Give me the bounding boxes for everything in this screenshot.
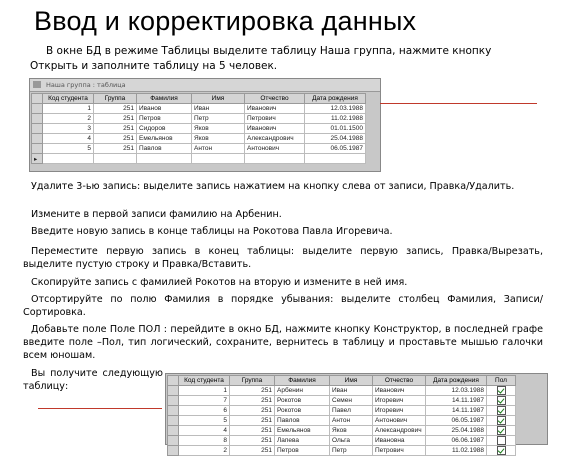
table-cell[interactable]: 251 bbox=[94, 124, 137, 134]
table-cell[interactable]: 6 bbox=[179, 406, 230, 416]
checkbox[interactable] bbox=[497, 416, 506, 425]
step-6 bbox=[23, 293, 543, 319]
table-row[interactable] bbox=[32, 134, 366, 144]
datasheet-grid bbox=[31, 93, 366, 164]
record-selector[interactable] bbox=[32, 134, 43, 144]
table-cell[interactable]: 251 bbox=[230, 426, 275, 436]
gender-checkbox-cell[interactable] bbox=[487, 396, 516, 406]
new-record-marker-icon[interactable]: ▸ bbox=[32, 154, 43, 164]
gender-checkbox-cell[interactable] bbox=[487, 446, 516, 456]
table-row[interactable] bbox=[32, 114, 366, 124]
step-text: Отсортируйте по полю Фамилия в порядке убывания: выделите столбец Фамилия, Записи/Сортировка. bbox=[23, 294, 543, 318]
table-cell[interactable]: Лапева bbox=[275, 436, 330, 446]
step-text: Вы получите следующую таблицу: bbox=[23, 368, 163, 392]
checkbox[interactable] bbox=[497, 426, 506, 435]
record-selector[interactable] bbox=[168, 426, 179, 436]
window-titlebar bbox=[30, 79, 380, 92]
table-row[interactable] bbox=[168, 436, 516, 446]
empty-cell[interactable] bbox=[137, 154, 192, 164]
table-cell[interactable]: Иванович bbox=[245, 124, 305, 134]
table-cell[interactable]: 4 bbox=[179, 426, 230, 436]
checkbox[interactable] bbox=[497, 386, 506, 395]
window-title: Наша группа : таблица bbox=[46, 81, 126, 89]
step-text: Добавьте поле Поле ПОЛ : перейдите в окно БД, нажмите кнопку Конструктор, в последней графе введите поле –Пол, тип логический, сохраните, вернитесь в таблицу и проставьте мышью галочки всем юношам. bbox=[23, 324, 543, 361]
record-selector[interactable] bbox=[32, 114, 43, 124]
table-cell[interactable]: Александрович bbox=[245, 134, 305, 144]
table-cell[interactable]: 14.11.1987 bbox=[426, 396, 487, 406]
table-cell[interactable]: 3 bbox=[43, 124, 94, 134]
table-cell[interactable]: Павлов bbox=[137, 144, 192, 154]
table-cell[interactable]: 06.06.1987 bbox=[426, 436, 487, 446]
column-header[interactable]: Дата рождения bbox=[305, 94, 366, 104]
table-cell[interactable]: 251 bbox=[94, 114, 137, 124]
table-cell[interactable]: 251 bbox=[230, 416, 275, 426]
table-cell[interactable]: 12.03.1988 bbox=[426, 386, 487, 396]
step-text: Измените в первой записи фамилию на Арбенин. bbox=[31, 209, 282, 220]
intro-text bbox=[30, 44, 550, 74]
step-1 bbox=[23, 180, 543, 193]
row-selector-header[interactable] bbox=[168, 376, 179, 386]
step-5 bbox=[23, 276, 543, 289]
table-cell[interactable]: 1 bbox=[43, 104, 94, 114]
table-row[interactable] bbox=[168, 406, 516, 416]
table-cell[interactable]: Петрович bbox=[245, 114, 305, 124]
checkbox[interactable] bbox=[497, 446, 506, 455]
table-cell[interactable]: 12.03.1988 bbox=[305, 104, 366, 114]
table-cell[interactable]: Яков bbox=[192, 134, 245, 144]
table-cell[interactable]: 25.04.1988 bbox=[426, 426, 487, 436]
table-cell[interactable]: 14.11.1987 bbox=[426, 406, 487, 416]
result-table-window bbox=[165, 373, 548, 454]
intro-line-2: Открыть и заполните таблицу на 5 человек. bbox=[30, 60, 278, 72]
record-selector[interactable] bbox=[168, 406, 179, 416]
column-header[interactable]: Пол bbox=[487, 376, 516, 386]
table-cell[interactable]: Павлов bbox=[275, 416, 330, 426]
gender-checkbox-cell[interactable] bbox=[487, 416, 516, 426]
table-cell[interactable]: 8 bbox=[179, 436, 230, 446]
table-cell[interactable]: 251 bbox=[94, 104, 137, 114]
table-row[interactable] bbox=[168, 416, 516, 426]
table-cell[interactable]: Семен bbox=[330, 396, 373, 406]
table-cell[interactable]: Антонович bbox=[245, 144, 305, 154]
column-header[interactable]: Код студента bbox=[43, 94, 94, 104]
table-row[interactable] bbox=[32, 124, 366, 134]
table-cell[interactable]: Антон bbox=[330, 416, 373, 426]
checkbox[interactable] bbox=[497, 406, 506, 415]
table-cell[interactable]: Петр bbox=[192, 114, 245, 124]
column-header[interactable]: Имя bbox=[330, 376, 373, 386]
table-cell[interactable]: 251 bbox=[94, 144, 137, 154]
step-text: Введите новую запись в конце таблицы на Рокотова Павла Игоревича. bbox=[31, 226, 393, 237]
empty-cell[interactable] bbox=[192, 154, 245, 164]
table-cell[interactable]: Петров bbox=[137, 114, 192, 124]
column-header[interactable]: Отчество bbox=[373, 376, 426, 386]
table-cell[interactable]: Иван bbox=[330, 386, 373, 396]
table-cell[interactable]: 251 bbox=[230, 406, 275, 416]
gender-checkbox-cell[interactable] bbox=[487, 426, 516, 436]
table-row[interactable] bbox=[168, 446, 516, 456]
record-selector[interactable] bbox=[32, 124, 43, 134]
checkbox[interactable] bbox=[497, 396, 506, 405]
table-cell[interactable]: 01.01.1500 bbox=[305, 124, 366, 134]
table-cell[interactable]: Рокотов bbox=[275, 406, 330, 416]
column-header[interactable]: Имя bbox=[192, 94, 245, 104]
table-icon bbox=[33, 81, 41, 88]
empty-cell[interactable] bbox=[245, 154, 305, 164]
step-text: Переместите первую запись в конец таблицы: выделите первую запись, Правка/Вырезать, выделите пустую строку и Правка/Вставить. bbox=[23, 246, 543, 270]
table-row[interactable] bbox=[168, 386, 516, 396]
table-cell[interactable]: Арбенин bbox=[275, 386, 330, 396]
checkbox[interactable] bbox=[497, 436, 506, 445]
empty-cell[interactable] bbox=[305, 154, 366, 164]
table-cell[interactable]: Петр bbox=[330, 446, 373, 456]
empty-cell[interactable] bbox=[94, 154, 137, 164]
table-cell[interactable]: 2 bbox=[43, 114, 94, 124]
step-text: Удалите 3-ью запись: выделите запись нажатием на кнопку слева от записи, Правка/Удалить. bbox=[31, 181, 515, 192]
row-selector-header[interactable] bbox=[32, 94, 43, 104]
page-title: Ввод и корректировка данных bbox=[34, 6, 417, 36]
table-cell[interactable]: Петров bbox=[275, 446, 330, 456]
record-selector[interactable] bbox=[168, 436, 179, 446]
record-selector[interactable] bbox=[32, 104, 43, 114]
table-cell[interactable]: Емельянов bbox=[275, 426, 330, 436]
table-cell[interactable]: Ольга bbox=[330, 436, 373, 446]
table-cell[interactable]: Рокотов bbox=[275, 396, 330, 406]
step-4 bbox=[23, 245, 543, 271]
table-row[interactable] bbox=[168, 396, 516, 406]
record-selector[interactable] bbox=[168, 446, 179, 456]
record-selector[interactable] bbox=[168, 396, 179, 406]
step-text: Скопируйте запись с фамилией Рокотов на вторую и измените в ней имя. bbox=[31, 277, 408, 288]
table-cell[interactable]: Яков bbox=[192, 124, 245, 134]
table-cell[interactable]: 7 bbox=[179, 396, 230, 406]
table-cell[interactable]: 5 bbox=[179, 416, 230, 426]
annotation-line bbox=[380, 103, 537, 104]
table-cell[interactable]: 11.02.1988 bbox=[426, 446, 487, 456]
table-cell[interactable]: 2 bbox=[179, 446, 230, 456]
column-header[interactable]: Группа bbox=[94, 94, 137, 104]
column-header[interactable]: Дата рождения bbox=[426, 376, 487, 386]
intro-line-1: В окне БД в режиме Таблицы выделите таблицу Наша группа, нажмите кнопку bbox=[46, 45, 492, 57]
table-cell[interactable]: Ивановна bbox=[373, 436, 426, 446]
table-cell[interactable]: 251 bbox=[230, 386, 275, 396]
table-cell[interactable]: Яков bbox=[330, 426, 373, 436]
table-cell[interactable]: Иван bbox=[192, 104, 245, 114]
table-cell[interactable]: Павел bbox=[330, 406, 373, 416]
table-cell[interactable]: 251 bbox=[230, 436, 275, 446]
record-selector[interactable] bbox=[32, 144, 43, 154]
table-cell[interactable]: Антон bbox=[192, 144, 245, 154]
table-cell[interactable]: 06.05.1987 bbox=[305, 144, 366, 154]
table-cell[interactable]: Сидоров bbox=[137, 124, 192, 134]
table-cell[interactable]: Петрович bbox=[373, 446, 426, 456]
table-cell[interactable]: 25.04.1988 bbox=[305, 134, 366, 144]
new-record-row[interactable] bbox=[32, 154, 366, 164]
table-row[interactable] bbox=[168, 426, 516, 436]
table-cell[interactable]: Иванов bbox=[137, 104, 192, 114]
table-row[interactable] bbox=[32, 104, 366, 114]
gender-checkbox-cell[interactable] bbox=[487, 386, 516, 396]
column-header[interactable]: Группа bbox=[230, 376, 275, 386]
record-selector[interactable] bbox=[168, 416, 179, 426]
result-datasheet-grid bbox=[167, 375, 516, 456]
column-header[interactable]: Фамилия bbox=[137, 94, 192, 104]
table-cell[interactable]: Иванович bbox=[373, 386, 426, 396]
step-2 bbox=[23, 208, 543, 221]
table-cell[interactable]: 4 bbox=[43, 134, 94, 144]
annotation-line bbox=[38, 408, 162, 409]
gender-checkbox-cell[interactable] bbox=[487, 406, 516, 416]
table-row[interactable] bbox=[32, 144, 366, 154]
table-cell[interactable]: 06.05.1987 bbox=[426, 416, 487, 426]
column-header[interactable]: Отчество bbox=[245, 94, 305, 104]
table-cell[interactable]: Емельянов bbox=[137, 134, 192, 144]
record-selector[interactable] bbox=[168, 386, 179, 396]
table-cell[interactable]: 11.02.1988 bbox=[305, 114, 366, 124]
table-cell[interactable]: Антонович bbox=[373, 416, 426, 426]
table-cell[interactable]: Игоревич bbox=[373, 406, 426, 416]
table-cell[interactable]: Иванович bbox=[245, 104, 305, 114]
empty-cell[interactable] bbox=[43, 154, 94, 164]
gender-checkbox-cell[interactable] bbox=[487, 436, 516, 446]
column-header[interactable]: Фамилия bbox=[275, 376, 330, 386]
table-cell[interactable]: 1 bbox=[179, 386, 230, 396]
table-cell[interactable]: 5 bbox=[43, 144, 94, 154]
table-cell[interactable]: 251 bbox=[94, 134, 137, 144]
table-cell[interactable]: Игоревич bbox=[373, 396, 426, 406]
step-3 bbox=[23, 225, 543, 238]
table-cell[interactable]: Александрович bbox=[373, 426, 426, 436]
step-8 bbox=[23, 367, 163, 393]
table-cell[interactable]: 251 bbox=[230, 396, 275, 406]
table-cell[interactable]: 251 bbox=[230, 446, 275, 456]
table-window bbox=[29, 78, 381, 172]
step-7 bbox=[23, 323, 543, 362]
column-header[interactable]: Код студента bbox=[179, 376, 230, 386]
